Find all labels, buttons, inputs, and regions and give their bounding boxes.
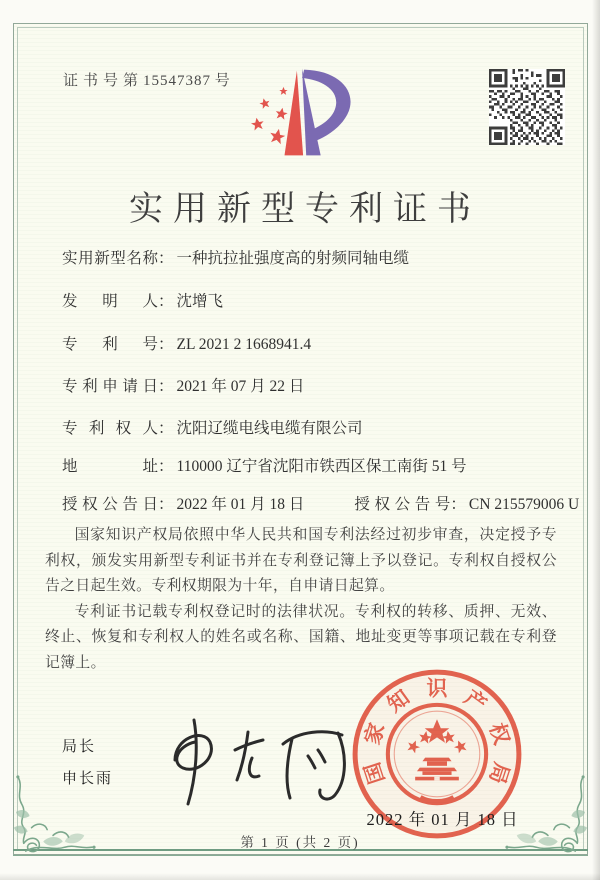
seal-char: 家: [360, 720, 390, 748]
field-label: 实用新型名称: [62, 250, 158, 267]
field-label: 专利号: [62, 336, 158, 353]
colon: ：: [450, 496, 466, 513]
certificate-number-prefix: 证书号第: [63, 73, 144, 89]
cnipa-logo-icon: [238, 60, 362, 168]
page-title: 实用新型专利证书: [129, 191, 481, 228]
legal-paragraph-1: 国家知识产权局依照中华人民共和国专利法经过初步审查，决定授予专利权，颁发实用新型专利证书并在专利登记簿上予以登记。专利权自授权公告之日起生效。专利权期限为十年，自申请日起算。: [45, 527, 557, 594]
seal-char: 局: [484, 759, 514, 787]
certificate-number: [63, 69, 235, 90]
field-label: 专利申请日: [62, 378, 158, 395]
field-value: ZL 2021 2 1668941.4: [176, 336, 312, 353]
colon: ：: [158, 378, 174, 395]
seal-char: 识: [426, 676, 448, 701]
field-row-patentee: [62, 416, 363, 438]
page-footer: 第 1 页 (共 2 页): [240, 835, 360, 850]
field-value: 2021 年 07 月 22 日: [176, 378, 305, 395]
colon: ：: [158, 250, 174, 267]
field-label: 地址: [62, 458, 158, 475]
field-row-patent-no: [62, 332, 311, 354]
scan-edge-shadow-bottom: [0, 873, 600, 880]
scan-edge-shadow-right: [592, 0, 600, 880]
seal-char: 产: [459, 685, 492, 717]
certificate-number-suffix: 号: [214, 73, 235, 89]
grant-no-group: [354, 496, 579, 513]
grant-date-label: 授权公告日: [62, 496, 158, 513]
seal-char: 国: [360, 759, 390, 787]
seal-date: 2022 年 01 月 18 日: [366, 810, 519, 829]
field-value: 沈阳辽缆电线电缆有限公司: [176, 420, 363, 437]
colon: ：: [158, 458, 174, 475]
director-name: 申长雨: [62, 770, 114, 787]
seal-char: 权: [484, 720, 514, 748]
colon: ：: [158, 293, 174, 310]
qr-code-icon: [489, 69, 565, 145]
certificate-number-digits: 15547387: [143, 73, 212, 89]
field-value: 一种抗拉扯强度高的射频同轴电缆: [176, 250, 410, 267]
colon: ：: [158, 336, 174, 353]
colon: ：: [158, 420, 174, 437]
field-row-grant: [62, 492, 579, 514]
legal-paragraph-2: 专利证书记载专利权登记时的法律状况。专利权的转移、质押、无效、终止、恢复和专利权人的姓名或名称、国籍、地址变更等事项记载在专利登记簿上。: [45, 603, 557, 671]
field-value: 沈增飞: [176, 293, 224, 310]
grant-no-value: CN 215579006 U: [468, 496, 580, 513]
field-row-inventor: [62, 289, 223, 311]
colon: ：: [158, 496, 174, 513]
field-row-filing-date: [62, 374, 304, 396]
legal-text: [45, 523, 557, 676]
director-signature-icon: [145, 708, 360, 808]
grant-no-label: 授权公告号: [354, 496, 451, 513]
field-value: 110000 辽宁省沈阳市铁西区保工南街 51 号: [176, 458, 467, 475]
seal-char: 知: [382, 685, 415, 717]
grant-date-value: 2022 年 01 月 18 日: [176, 496, 305, 513]
field-label: 专利权人: [62, 420, 158, 437]
field-row-address: [62, 454, 467, 476]
field-row-name: [62, 246, 409, 268]
field-label: 发明人: [62, 293, 158, 310]
director-title: 局长: [62, 738, 97, 755]
